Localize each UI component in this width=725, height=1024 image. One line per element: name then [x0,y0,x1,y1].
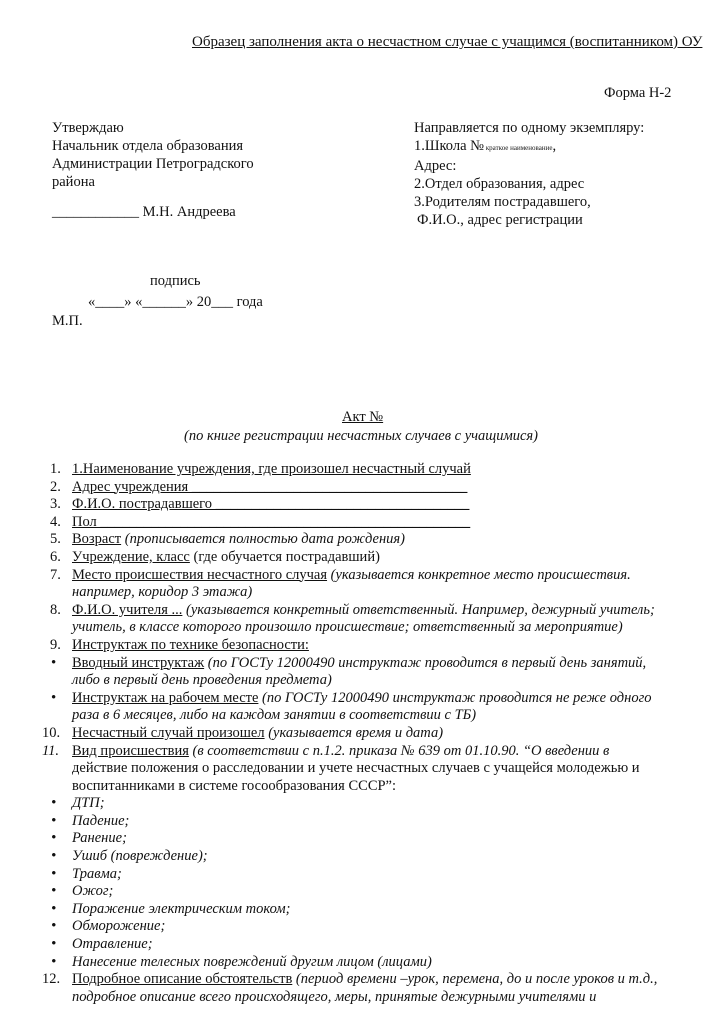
distribution-line-5: 3.Родителям пострадавшего, [414,194,591,210]
incident-type-item: • Обморожение; [51,918,166,935]
distribution-block [414,119,644,229]
form-label: Форма Н-2 [604,85,672,101]
act-title: Акт № [342,409,384,425]
list-item-11: 11. Вид происшествия (в соответствии с п.1.2. приказа № 639 от 01.10.90. “О введении в действие положения о расследовании и учете несчастных случаев с учащейся молодежью и воспитанниками в системе госообразования СССР”: [42,742,640,794]
distribution-line-6: Ф.И.О., адрес регистрации [417,212,583,228]
short-name-hint: краткое наименование [484,144,553,152]
stamp-place-label: М.П. [52,313,83,329]
bullet-icon: • [51,918,57,935]
signature-caption: подпись [150,273,201,289]
bullet-icon: • [51,795,57,812]
approval-date-line: «____» «______» 20___ года [88,294,263,310]
list-item-1: 1. 1.Наименование учреждения, где произошел несчастный случай [50,461,471,477]
distribution-line-3: Адрес: [414,158,457,174]
incident-type-item: • Нанесение телесных повреждений другим лицом (лицами) [51,953,432,970]
bullet-icon: • [51,936,57,953]
distribution-line-1: Направляется по одному экземпляру: [414,120,645,136]
list-item-6: 6. Учреждение, класс (где обучается пострадавший) [50,548,380,565]
incident-type-item: • Травма; [51,865,122,882]
list-item-9: 9. Инструктаж по технике безопасности: [50,636,309,653]
approval-line-2: Начальник отдела образования [52,138,244,154]
document-header-title: Образец заполнения акта о несчастном случае с учащимся (воспитанником) ОУ [192,34,703,50]
bullet-icon: • [51,689,57,706]
bullet-icon: • [51,953,57,970]
list-item-2: 2. Адрес учреждения ______________________________________ [50,478,468,495]
incident-type-item: • Ожог; [51,883,114,900]
act-items-list [40,461,690,1006]
bullet-icon: • [51,900,57,917]
approval-block [52,119,254,191]
bullet-icon: • [51,654,57,671]
bullet-intro-briefing: • Вводный инструктаж (по ГОСТу 12000490 инструктаж проводится в первый день занятий, либо в первый день проведения предмета) [51,654,647,689]
approval-line-4: района [52,174,95,190]
incident-type-item: • Ушиб (повреждение); [51,848,208,865]
list-item-3: 3. Ф.И.О. пострадавшего ___________________________________ [50,496,470,513]
bullet-icon: • [51,883,57,900]
incident-type-item: • Ранение; [51,830,127,847]
bullet-icon: • [51,812,57,829]
list-item-12: 12. Подробное описание обстоятельств (период времени –урок, перемена, до и после уроков и т.д., подробное описание всего происходящего, меры, принятые дежурными учителями и [42,971,658,1005]
list-item-4: 4. Пол ___________________________________________________ [50,513,471,530]
approval-line-1: Утверждаю [52,120,124,136]
bullet-icon: • [51,865,57,882]
incident-types-list [40,795,690,971]
incident-type-item: • Падение; [51,812,130,829]
incident-type-item: • ДТП; [51,795,105,812]
distribution-line-4: 2.Отдел образования, адрес [414,176,585,192]
act-subtitle: (по книге регистрации несчастных случаев с учащимися) [184,428,538,444]
bullet-workplace-briefing: • Инструктаж на рабочем месте (по ГОСТу 12000490 инструктаж проводится не реже одного раза в 6 месяцев, либо на каждом занятии в соответствии с ТБ) [51,689,652,724]
approval-line-3: Администрации Петроградского [52,156,254,172]
incident-type-item: • Отравление; [51,936,153,953]
list-item-5: 5. Возраст (прописывается полностью дата рождения) [50,531,405,548]
distribution-line-2: 1.Школа № краткое наименование, [414,138,557,154]
list-item-8: 8. Ф.И.О. учителя ... (указывается конкретный ответственный. Например, дежурный учитель; учитель, в классе которого произошло происшествие; ответственный за мероприятие) [50,601,655,636]
incident-type-item: • Поражение электрическим током; [51,900,291,917]
approval-signature-line: ____________ М.Н. Андреева [52,204,236,220]
bullet-icon: • [51,830,57,847]
bullet-icon: • [51,848,57,865]
list-item-10: 10. Несчастный случай произошел (указывается время и дата) [42,724,444,741]
list-item-7: 7. Место происшествия несчастного случая (указывается конкретное место происшествия. например, коридор 3 этажа) [50,566,631,601]
